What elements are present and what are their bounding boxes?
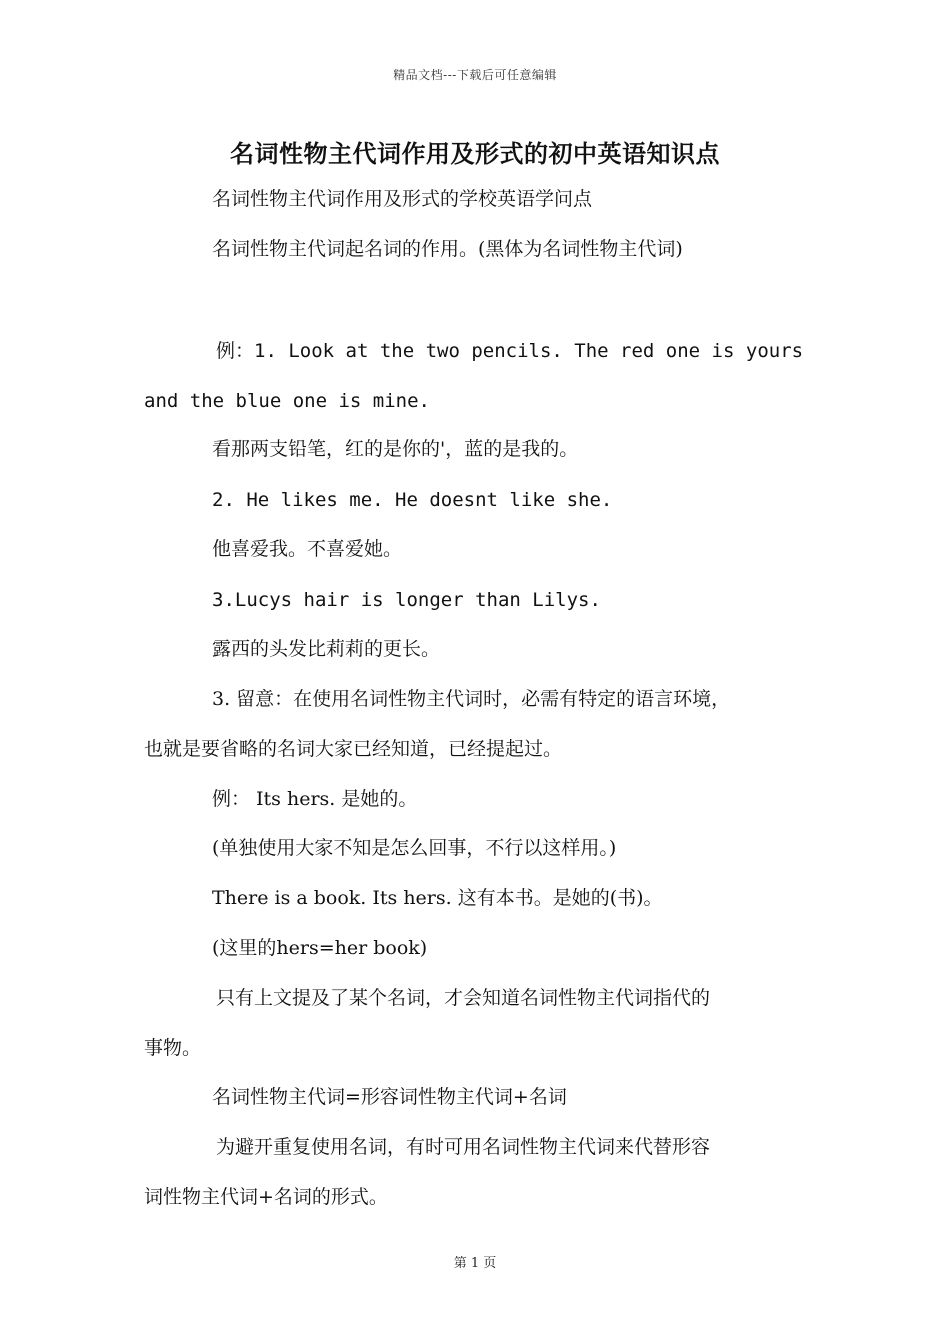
note-line-2: 也就是要省略的名词大家已经知道，已经提起过。 (144, 738, 563, 760)
paragraph-intro: 名词性物主代词起名词的作用。(黑体为名词性物主代词) (212, 238, 683, 260)
example-5: There is a book. Its hers. 这有本书。是她的(书)。 (212, 887, 663, 909)
note-line-1: 3. 留意：在使用名词性物主代词时，必需有特定的语言环境， (212, 688, 731, 710)
page-number: 第 1 页 (453, 1256, 497, 1271)
explanation-line-2: 事物。 (144, 1037, 202, 1059)
example-1-line-1: 例：1. Look at the two pencils. The red one is yours (216, 340, 804, 362)
example-3-translation: 露西的头发比莉莉的更长。 (212, 638, 441, 660)
formula-line: 名词性物主代词=形容词性物主代词+名词 (212, 1086, 567, 1108)
example-5-comment: (这里的hers=her book) (212, 937, 428, 959)
explanation-line-1: 只有上文提及了某个名词，才会知道名词性物主代词指代的 (216, 987, 711, 1009)
example-4-comment: (单独使用大家不知是怎么回事，不行以这样用。) (212, 837, 617, 859)
example-3: 3.Lucys hair is longer than Lilys. (212, 589, 601, 611)
usage-line-1: 为避开重复使用名词，有时可用名词性物主代词来代替形容 (216, 1136, 711, 1158)
header-note: 精品文档---下载后可任意编辑 (393, 68, 557, 82)
example-4: 例： Its hers. 是她的。 (212, 788, 418, 810)
example-1-translation: 看那两支铅笔，红的是你的'，蓝的是我的。 (212, 438, 579, 460)
example-1-line-2: and the blue one is mine. (144, 390, 430, 412)
example-2: 2. He likes me. He doesnt like she. (212, 489, 613, 511)
example-2-translation: 他喜爱我。不喜爱她。 (212, 538, 403, 560)
paragraph-subtitle: 名词性物主代词作用及形式的学校英语学问点 (212, 188, 593, 210)
usage-line-2: 词性物主代词+名词的形式。 (144, 1186, 388, 1208)
document-title: 名词性物主代词作用及形式的初中英语知识点 (230, 139, 720, 168)
